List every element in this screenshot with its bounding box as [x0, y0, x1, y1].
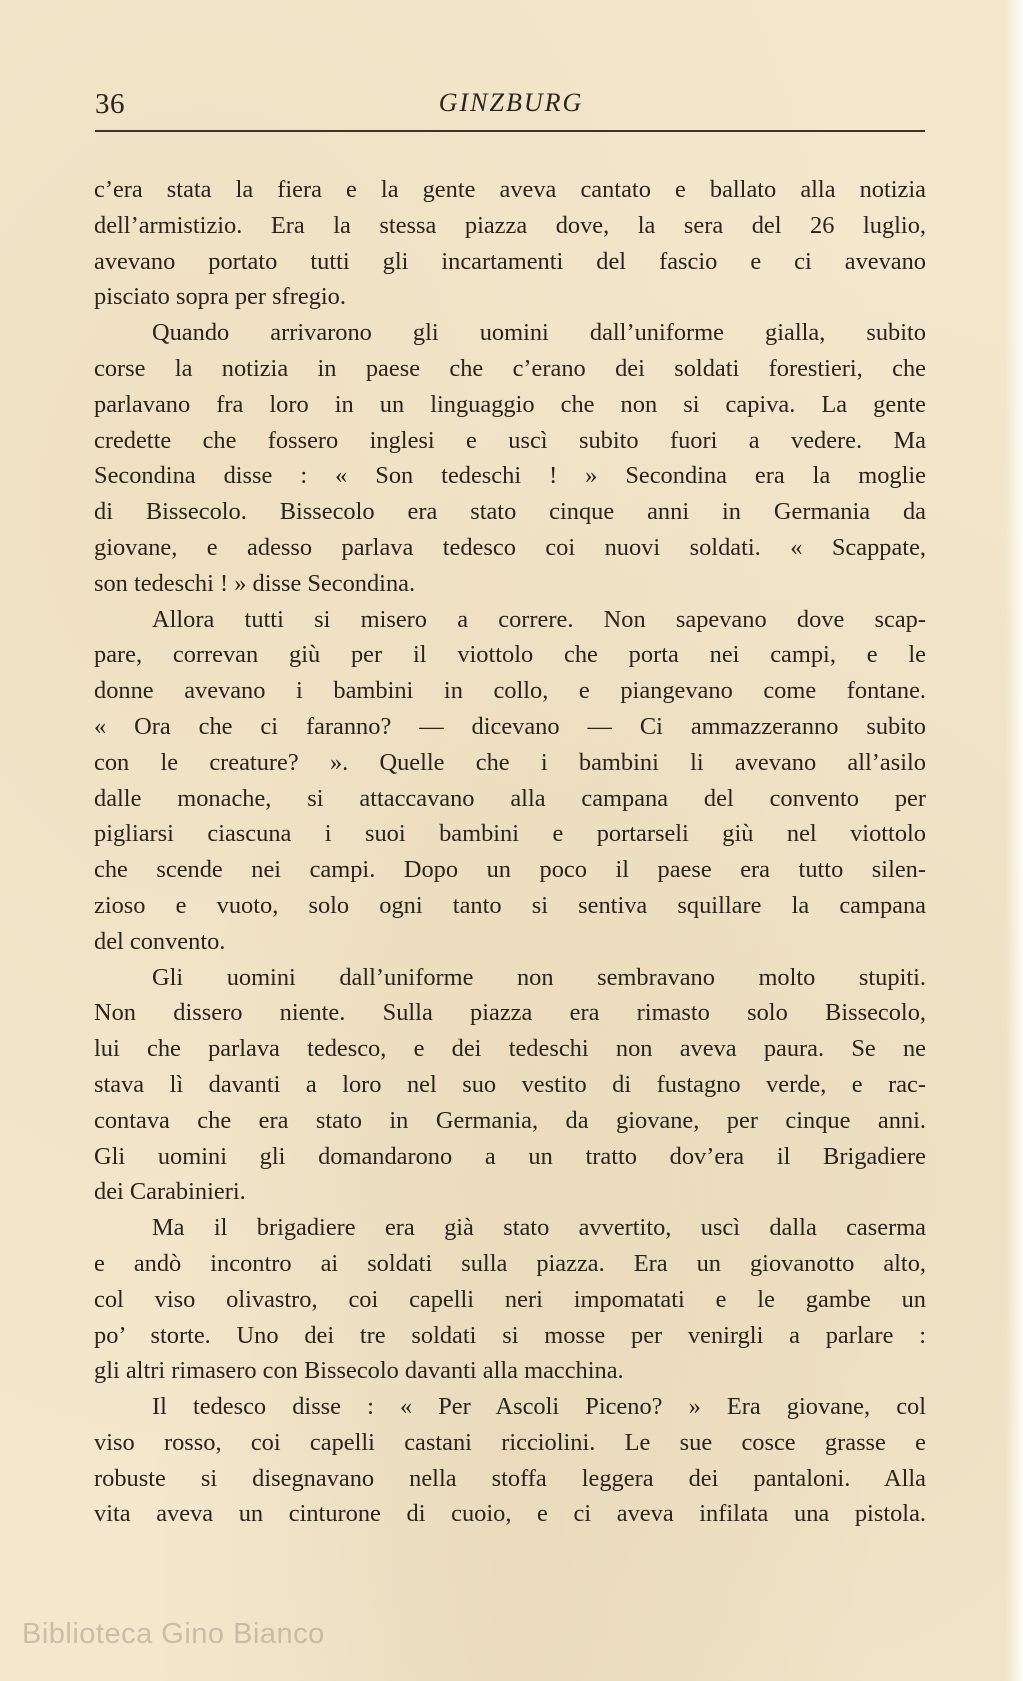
text-line: con le creature? ». Quelle che i bambini li avevano all’asilo	[94, 748, 926, 776]
text-line: e andò incontro ai soldati sulla piazza. Era un giovanotto alto,	[94, 1249, 926, 1277]
text-line: viso rosso, coi capelli castani ricciolini. Le sue cosce grasse e	[94, 1428, 926, 1456]
text-line: di Bissecolo. Bissecolo era stato cinque anni in Germania da	[94, 498, 926, 526]
body-text	[94, 172, 926, 1532]
page-header	[95, 82, 927, 126]
page-number: 36	[95, 88, 125, 120]
text-line: robuste si disegnavano nella stoffa leggera dei pantaloni. Alla	[94, 1464, 926, 1492]
running-head: GINZBURG	[438, 88, 584, 117]
text-line: Secondina disse : « Son tedeschi ! » Secondina era la moglie	[94, 462, 926, 490]
text-line: pigliarsi ciascuna i suoi bambini e portarseli giù nel viottolo	[94, 820, 926, 848]
text-line: contava che era stato in Germania, da giovane, per cinque anni.	[94, 1106, 926, 1134]
text-line: pare, correvan giù per il viottolo che porta nei campi, e le	[94, 641, 926, 669]
text-line: avevano portato tutti gli incartamenti del fascio e ci avevano	[94, 247, 926, 275]
text-line: pisciato sopra per sfregio.	[94, 283, 346, 311]
text-line: dalle monache, si attaccavano alla campana del convento per	[94, 784, 926, 812]
library-watermark: Biblioteca Gino Bianco	[22, 1618, 325, 1650]
text-line: che scende nei campi. Dopo un poco il paese era tutto silen-	[94, 856, 926, 884]
text-line: Non dissero niente. Sulla piazza era rimasto solo Bissecolo,	[94, 999, 926, 1027]
text-line: Allora tutti si misero a correre. Non sapevano dove scap-	[152, 605, 926, 633]
text-line: Gli uomini gli domandarono a un tratto dov’era il Brigadiere	[94, 1142, 926, 1170]
text-line: Ma il brigadiere era già stato avvertito, uscì dalla caserma	[152, 1214, 926, 1242]
text-line: « Ora che ci faranno? — dicevano — Ci ammazzeranno subito	[94, 712, 926, 740]
text-line: stava lì davanti a loro nel suo vestito di fustagno verde, e rac-	[94, 1070, 926, 1098]
text-line: gli altri rimasero con Bissecolo davanti alla macchina.	[94, 1357, 624, 1385]
text-line: po’ storte. Uno dei tre soldati si mosse per venirgli a parlare :	[94, 1321, 926, 1349]
text-line: c’era stata la fiera e la gente aveva cantato e ballato alla notizia	[94, 176, 926, 203]
text-line: giovane, e adesso parlava tedesco coi nuovi soldati. « Scappate,	[94, 533, 926, 561]
text-line: parlavano fra loro in un linguaggio che non si capiva. La gente	[94, 390, 926, 418]
text-line: lui che parlava tedesco, e dei tedeschi non aveva paura. Se ne	[94, 1035, 926, 1063]
text-line: credette che fossero inglesi e uscì subito fuori a vedere. Ma	[94, 426, 926, 454]
text-line: dell’armistizio. Era la stessa piazza dove, la sera del 26 luglio,	[94, 211, 926, 239]
text-line: zioso e vuoto, solo ogni tanto si sentiva squillare la campana	[94, 891, 926, 919]
text-line: corse la notizia in paese che c’erano dei soldati forestieri, che	[94, 354, 926, 382]
text-line: col viso olivastro, coi capelli neri impomatati e le gambe un	[94, 1285, 926, 1313]
text-line: son tedeschi ! » disse Secondina.	[94, 569, 416, 597]
text-line: vita aveva un cinturone di cuoio, e ci aveva infilata una pistola.	[94, 1500, 926, 1528]
text-line: Gli uomini dall’uniforme non sembravano molto stupiti.	[152, 963, 926, 991]
text-line: del convento.	[94, 927, 226, 955]
header-rule	[95, 130, 925, 132]
page-edge	[1005, 0, 1023, 1681]
text-line: dei Carabinieri.	[94, 1178, 246, 1206]
text-line: donne avevano i bambini in collo, e piangevano come fontane.	[94, 677, 926, 705]
text-line: Quando arrivarono gli uomini dall’uniforme gialla, subito	[152, 319, 926, 347]
text-line: Il tedesco disse : « Per Ascoli Piceno? » Era giovane, col	[152, 1393, 926, 1421]
